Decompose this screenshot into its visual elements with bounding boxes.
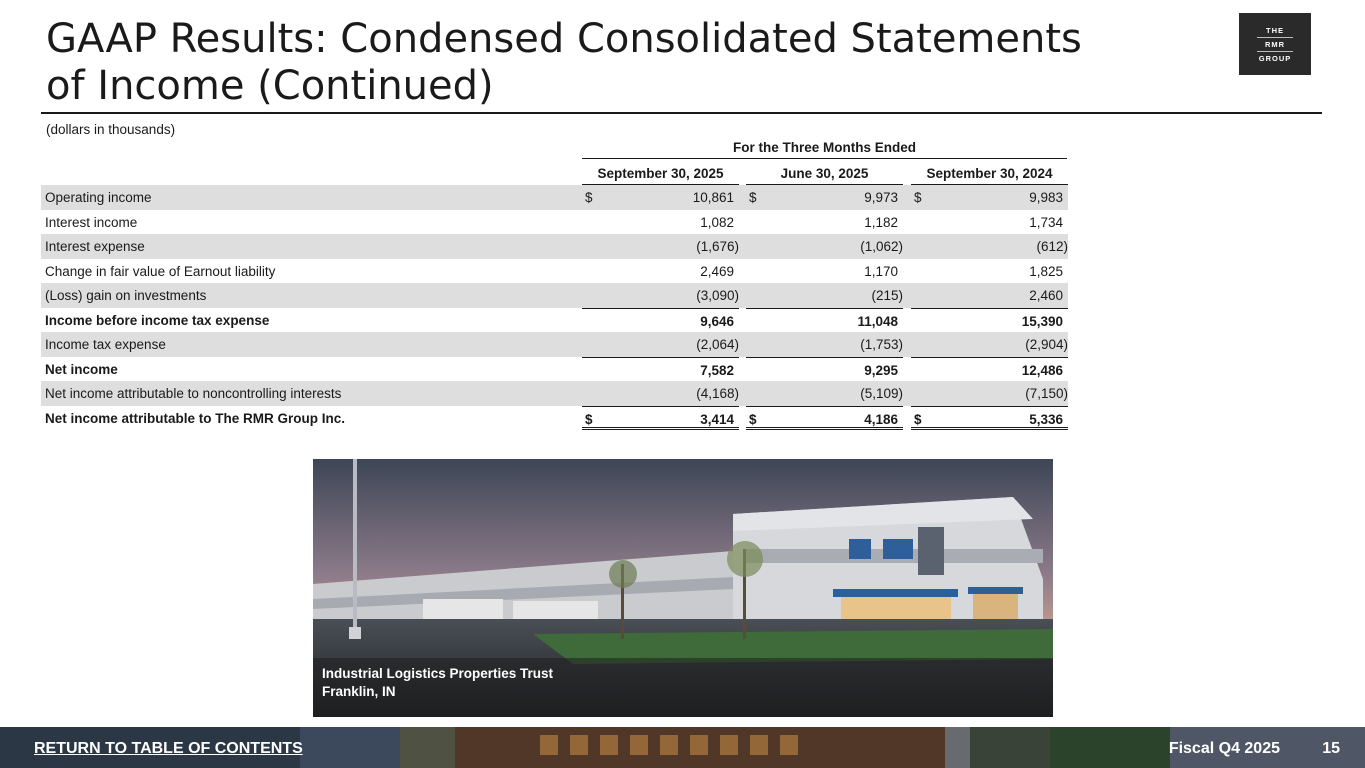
value-cell — [582, 185, 739, 210]
value-cell — [582, 357, 739, 382]
caption-location: Franklin, IN — [322, 684, 396, 699]
value-cell — [746, 283, 903, 308]
value: 9,973 — [864, 190, 898, 205]
value-cell — [582, 210, 739, 235]
row-label: Interest expense — [45, 239, 145, 254]
value-cell — [746, 185, 903, 210]
value: 7,582 — [700, 362, 734, 378]
value-cell — [911, 185, 1068, 210]
value: 2,469 — [700, 263, 734, 279]
currency-symbol: $ — [914, 190, 922, 205]
value: 1,182 — [864, 214, 898, 230]
value-cell — [911, 234, 1068, 259]
value-cell — [911, 308, 1068, 333]
row-label: Net income attributable to noncontrolling interests — [45, 386, 342, 401]
row-label: Income tax expense — [45, 337, 166, 352]
income-statement-table — [41, 185, 1068, 430]
return-to-toc-link[interactable]: RETURN TO TABLE OF CONTENTS — [34, 740, 303, 757]
value-cell — [582, 234, 739, 259]
value-cell — [746, 332, 903, 357]
value: 10,861 — [692, 190, 734, 205]
value: 15,390 — [1021, 313, 1063, 329]
value-cell — [746, 308, 903, 333]
value: 4,186 — [864, 411, 898, 427]
table-row-income-before-tax — [41, 308, 1068, 333]
units-note: (dollars in thousands) — [46, 122, 176, 137]
photo-caption — [313, 658, 1053, 717]
currency-symbol: $ — [749, 190, 757, 205]
value: (1,676) — [696, 239, 739, 254]
logo-line-2: RMR — [1264, 39, 1286, 49]
value-cell — [746, 381, 903, 406]
property-photo — [313, 459, 1053, 717]
value-cell — [911, 283, 1068, 308]
logo-line-1: THE — [1266, 25, 1284, 35]
value: 9,983 — [1029, 190, 1063, 205]
currency-symbol: $ — [914, 411, 922, 427]
logo-line-3: GROUP — [1258, 53, 1292, 63]
period-header-rule — [582, 158, 1067, 159]
value: (3,090) — [696, 288, 739, 303]
table-row-investments-gain-loss — [41, 283, 1068, 308]
value-cell — [582, 259, 739, 284]
value: 1,825 — [1029, 263, 1063, 279]
value: (2,064) — [696, 337, 739, 352]
value-cell — [911, 259, 1068, 284]
row-label: Net income attributable to The RMR Group Inc. — [45, 410, 346, 426]
value: 9,646 — [700, 313, 734, 329]
row-label: Net income — [45, 361, 118, 377]
value: (5,109) — [860, 386, 903, 401]
value-cell — [746, 234, 903, 259]
value-cell — [746, 210, 903, 235]
value-cell — [582, 283, 739, 308]
period-header: For the Three Months Ended — [732, 140, 916, 155]
value-cell — [582, 332, 739, 357]
value-cell — [911, 332, 1068, 357]
value: (4,168) — [696, 386, 739, 401]
value-cell — [911, 406, 1068, 431]
rmr-group-logo — [1239, 13, 1311, 75]
value-cell — [911, 210, 1068, 235]
currency-symbol: $ — [585, 411, 593, 427]
value: (7,150) — [1025, 386, 1068, 401]
table-row-income-tax-expense — [41, 332, 1068, 357]
table-row-interest-income — [41, 210, 1068, 235]
value-cell — [746, 406, 903, 431]
value: 3,414 — [700, 411, 734, 427]
logo-divider — [1257, 37, 1293, 38]
footer-bar — [0, 727, 1365, 768]
value-cell — [582, 381, 739, 406]
value: 1,734 — [1029, 214, 1063, 230]
value-cell — [911, 381, 1068, 406]
title-divider — [41, 112, 1322, 114]
row-label: Interest income — [45, 214, 138, 230]
table-row-operating-income — [41, 185, 1068, 210]
table-row-earnout-fair-value-change — [41, 259, 1068, 284]
value: 5,336 — [1029, 411, 1063, 427]
column-header-sep-2025: September 30, 2025 — [597, 166, 724, 181]
value-cell — [582, 406, 739, 431]
row-label: Operating income — [45, 190, 152, 205]
value-cell — [911, 357, 1068, 382]
page-title: GAAP Results: Condensed Consolidated Statements of Income (Continued) — [46, 16, 1082, 109]
value-cell — [746, 357, 903, 382]
currency-symbol: $ — [585, 190, 593, 205]
table-row-interest-expense — [41, 234, 1068, 259]
currency-symbol: $ — [749, 411, 757, 427]
value-cell — [746, 259, 903, 284]
value: 1,170 — [864, 263, 898, 279]
row-label: Income before income tax expense — [45, 312, 270, 328]
table-row-net-income — [41, 357, 1068, 382]
value: (1,062) — [860, 239, 903, 254]
value: (215) — [871, 288, 903, 303]
value: (2,904) — [1025, 337, 1068, 352]
row-label: (Loss) gain on investments — [45, 288, 207, 303]
value: 1,082 — [700, 214, 734, 230]
value-cell — [582, 308, 739, 333]
caption-property-name: Industrial Logistics Properties Trust — [322, 666, 554, 681]
table-row-net-income-rmr — [41, 406, 1068, 431]
value: 11,048 — [857, 313, 898, 329]
column-header-jun-2025: June 30, 2025 — [780, 166, 869, 181]
row-label: Change in fair value of Earnout liability — [45, 263, 276, 279]
value: 9,295 — [864, 362, 898, 378]
value: 12,486 — [1021, 362, 1063, 378]
page-number: 15 — [1322, 740, 1340, 757]
fiscal-period-label: Fiscal Q4 2025 — [1168, 740, 1280, 757]
value: (1,753) — [860, 337, 903, 352]
value: 2,460 — [1029, 288, 1063, 303]
logo-divider — [1257, 51, 1293, 52]
column-header-sep-2024: September 30, 2024 — [926, 166, 1053, 181]
value: (612) — [1036, 239, 1068, 254]
table-row-noncontrolling-interests — [41, 381, 1068, 406]
